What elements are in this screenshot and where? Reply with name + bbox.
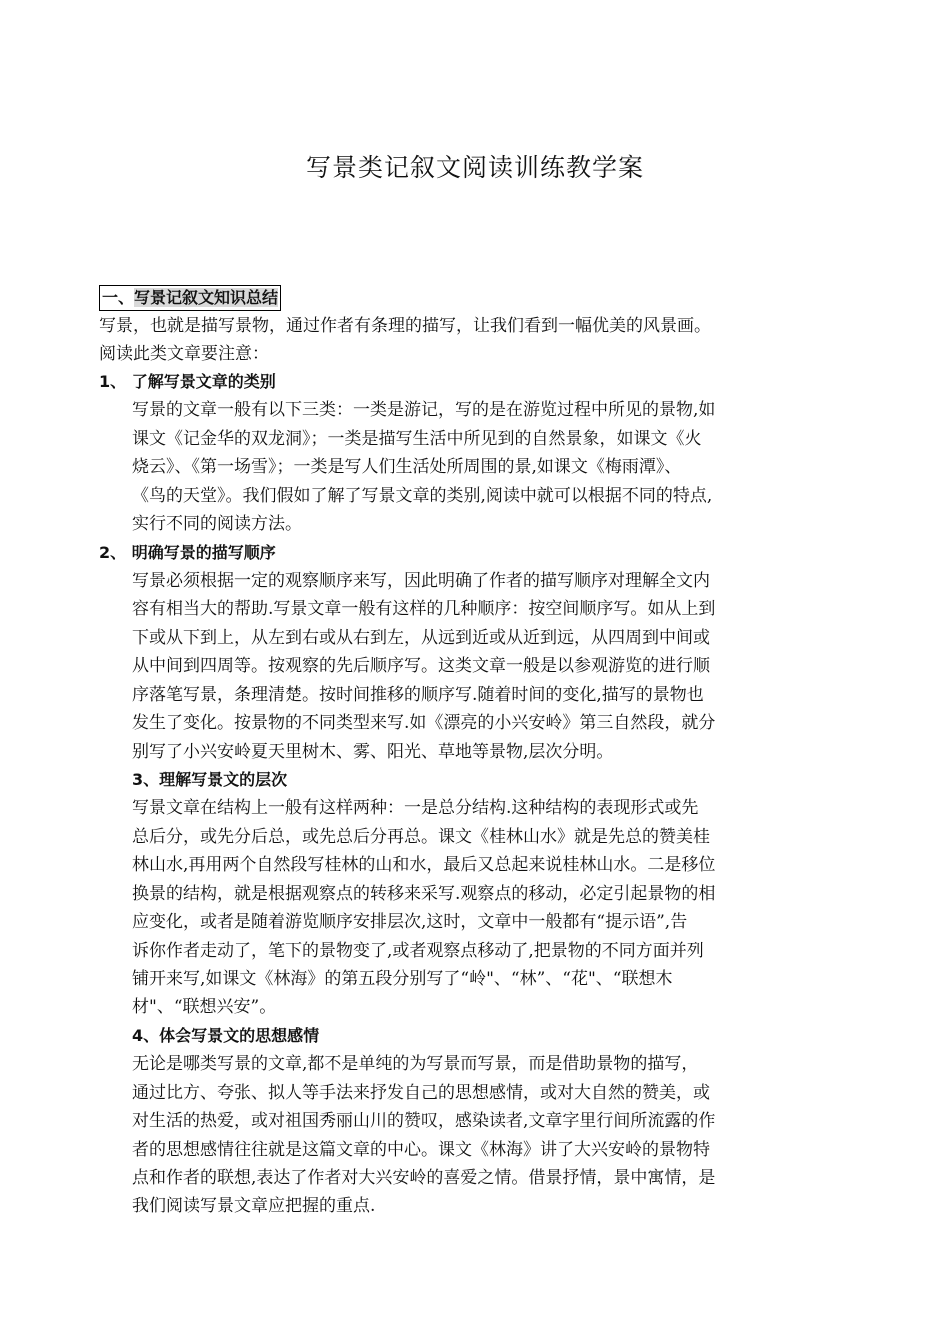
item-4-heading: 4、体会写景文的思想感情 <box>132 1026 320 1045</box>
item-2-line: 发生了变化。按景物的不同类型来写.如《漂亮的小兴安岭》第三自然段，就分 <box>132 713 716 733</box>
item-2-heading: 2、 明确写景的描写顺序 <box>99 543 276 562</box>
item-2-line: 写景必须根据一定的观察顺序来写，因此明确了作者的描写顺序对理解全文内 <box>132 571 710 591</box>
item-1-line: 课文《记金华的双龙洞》；一类是描写生活中所见到的自然景象，如课文《火 <box>132 429 702 449</box>
item-4-line: 者的思想感情往往就是这篇文章的中心。课文《林海》讲了大兴安岭的景物特 <box>132 1140 710 1160</box>
item-4-line: 点和作者的联想,表达了作者对大兴安岭的喜爱之情。借景抒情，景中寓情，是 <box>132 1168 716 1188</box>
item-3-line: 总后分，或先分后总，或先总后分再总。课文《桂林山水》就是先总的赞美桂 <box>132 827 710 847</box>
section-heading <box>99 285 281 311</box>
item-1-line: 实行不同的阅读方法。 <box>132 514 302 534</box>
intro-line-2: 阅读此类文章要注意： <box>99 344 269 364</box>
item-4-line: 对生活的热爱，或对祖国秀丽山川的赞叹，感染读者,文章字里行间所流露的作 <box>132 1111 716 1131</box>
item-1-line: 写景的文章一般有以下三类：一类是游记，写的是在游览过程中所见的景物,如 <box>132 400 716 420</box>
item-3-line: 换景的结构，就是根据观察点的转移来采写.观察点的移动，必定引起景物的相 <box>132 884 716 904</box>
item-2-line: 从中间到四周等。按观察的先后顺序写。这类文章一般是以参观游览的进行顺 <box>132 656 710 676</box>
item-3-line: 材"、“联想兴安”。 <box>132 997 277 1017</box>
item-3-line: 诉你作者走动了，笔下的景物变了,或者观察点移动了,把景物的不同方面并列 <box>132 941 704 961</box>
page-title: 写景类记叙文阅读训练教学案 <box>305 153 644 182</box>
item-3-line: 写景文章在结构上一般有这样两种：一是总分结构.这种结构的表现形式或先 <box>132 798 699 818</box>
item-4-line: 我们阅读写景文章应把握的重点. <box>132 1196 376 1216</box>
item-1-line: 烧云》、《第一场雪》；一类是写人们生活处所周围的景,如课文《梅雨潭》、 <box>132 457 682 477</box>
intro-line-1: 写景，也就是描写景物，通过作者有条理的描写，让我们看到一幅优美的风景画。 <box>99 316 711 336</box>
section-heading-text: 写景记叙文知识总结 <box>134 288 279 307</box>
item-4-line: 无论是哪类写景的文章,都不是单纯的为写景而写景，而是借助景物的描写， <box>132 1054 699 1074</box>
item-3-heading: 3、理解写景文的层次 <box>132 770 288 789</box>
item-2-line: 别写了小兴安岭夏天里树木、雾、阳光、草地等景物,层次分明。 <box>132 742 614 762</box>
item-2-line: 序落笔写景，条理清楚。按时间推移的顺序写.随着时间的变化,描写的景物也 <box>132 685 704 705</box>
item-2-line: 容有相当大的帮助.写景文章一般有这样的几种顺序：按空间顺序写。如从上到 <box>132 599 716 619</box>
item-4-line: 通过比方、夸张、拟人等手法来抒发自己的思想感情，或对大自然的赞美，或 <box>132 1083 710 1103</box>
item-3-line: 铺开来写,如课文《林海》的第五段分别写了“岭"、“林”、“花"、“联想木 <box>132 969 673 989</box>
item-3-line: 林山水,再用两个自然段写桂林的山和水，最后又总起来说桂林山水。二是移位 <box>132 855 716 875</box>
item-3-line: 应变化，或者是随着游览顺序安排层次,这时，文章中一般都有“提示语”,告 <box>132 912 688 932</box>
item-1-heading: 1、 了解写景文章的类别 <box>99 372 276 391</box>
item-2-line: 下或从下到上，从左到右或从右到左，从远到近或从近到远，从四周到中间或 <box>132 628 710 648</box>
item-1-line: 《鸟的天堂》。我们假如了解了写景文章的类别,阅读中就可以根据不同的特点, <box>132 486 713 506</box>
section-number: 一、 <box>102 288 135 307</box>
